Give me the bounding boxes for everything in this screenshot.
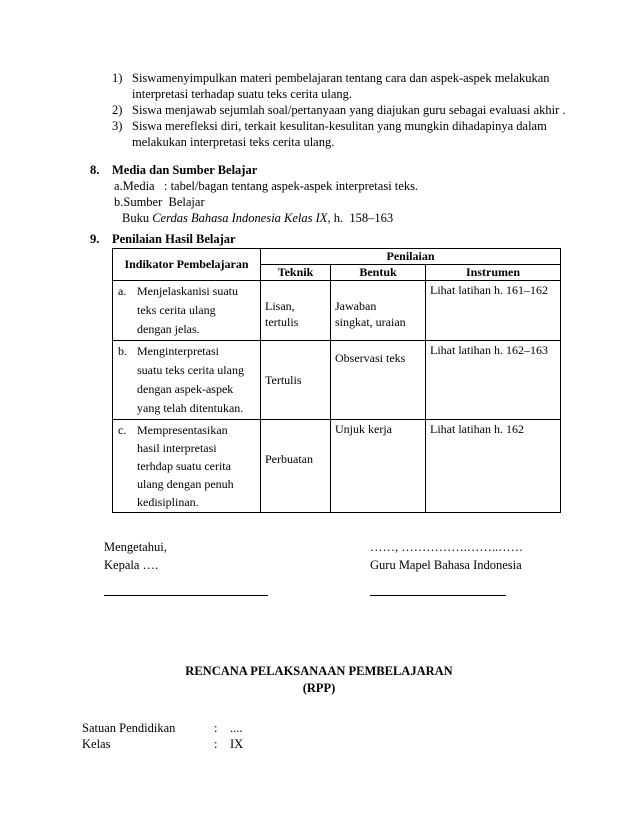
indikator-line: terhdap suatu cerita <box>137 459 231 473</box>
step-item <box>112 70 592 102</box>
sumber-belajar-label: b.Sumber Belajar <box>114 195 205 209</box>
teknik-line: Tertulis <box>265 373 302 387</box>
bentuk-line: Jawaban <box>335 299 377 313</box>
teknik-line: Lisan, <box>265 299 295 313</box>
indikator-line: dengan jelas. <box>137 322 200 336</box>
info-value-satuan: .... <box>230 721 243 735</box>
indikator-line: kedisiplinan. <box>137 495 199 509</box>
indikator-line: Mempresentasikan <box>137 423 228 437</box>
principal-signature-line <box>104 595 268 596</box>
header-bentuk: Bentuk <box>331 265 426 281</box>
indikator-line: dengan aspek-aspek <box>137 382 234 396</box>
header-penilaian: Penilaian <box>261 249 561 265</box>
bentuk-cell <box>331 420 426 513</box>
teacher-signature-line <box>370 595 506 596</box>
closing-steps-list <box>112 70 592 150</box>
info-value-kelas: IX <box>230 737 244 751</box>
instrumen-cell: Lihat latihan h. 162–163 <box>426 341 561 420</box>
bentuk-cell <box>331 341 426 420</box>
teknik-line: tertulis <box>265 315 299 329</box>
teknik-line: Perbuatan <box>265 452 313 466</box>
step-text-line: melakukan interpretasi teks cerita ulang. <box>132 135 335 149</box>
step-text-line: Siswa merefleksi diri, terkait kesulitan-kesulitan yang mungkin dihadapinya dalam <box>132 119 547 133</box>
section-9-number: 9. <box>90 232 100 246</box>
header-indikator: Indikator Pembelajaran <box>113 249 261 281</box>
indikator-line: suatu teks cerita ulang <box>137 363 244 377</box>
section-8-title: Media dan Sumber Belajar <box>112 163 258 177</box>
bentuk-line: singkat, uraian <box>335 315 406 329</box>
table-row <box>113 341 561 420</box>
indikator-cell <box>113 420 261 513</box>
step-number: 2) <box>112 103 123 117</box>
info-label-kelas: Kelas <box>82 737 111 751</box>
media-line: a.Media : tabel/bagan tentang aspek-aspek interpretasi teks. <box>114 179 419 193</box>
place-date-line: ……, …………….……..…… <box>370 540 524 554</box>
header-instrumen: Instrumen <box>426 265 561 281</box>
row-letter: a. <box>118 284 127 298</box>
book-title: Cerdas Bahasa Indonesia Kelas IX, <box>152 211 331 225</box>
indikator-line: Menjelaskanisi suatu <box>137 284 238 298</box>
info-separator: : <box>214 721 218 735</box>
row-letter: c. <box>118 423 127 437</box>
teknik-cell <box>261 281 331 341</box>
info-label-satuan: Satuan Pendidikan <box>82 721 176 735</box>
instrumen-cell: Lihat latihan h. 161–162 <box>426 281 561 341</box>
header-teknik: Teknik <box>261 265 331 281</box>
step-item <box>112 118 592 150</box>
section-9-title: Penilaian Hasil Belajar <box>112 232 236 246</box>
indikator-cell <box>113 341 261 420</box>
step-text-line: interpretasi terhadap suatu teks cerita ulang. <box>132 87 353 101</box>
table-row <box>113 281 561 341</box>
assessment-table <box>112 248 561 513</box>
bentuk-line: Unjuk kerja <box>335 422 392 436</box>
step-number: 1) <box>112 71 123 85</box>
indikator-line: Menginterpretasi <box>137 344 219 358</box>
acknowledged-label: Mengetahui, <box>104 540 167 554</box>
teknik-cell <box>261 420 331 513</box>
principal-label: Kepala …. <box>104 558 159 572</box>
bentuk-line: Observasi teks <box>335 351 406 365</box>
table-row <box>113 420 561 513</box>
indikator-cell <box>113 281 261 341</box>
step-text-line: Siswamenyimpulkan materi pembelajaran tentang cara dan aspek-aspek melakukan <box>132 71 550 85</box>
rpp-subtitle: (RPP) <box>302 681 336 695</box>
rpp-title: RENCANA PELAKSANAAN PEMBELAJARAN <box>185 664 453 678</box>
info-separator: : <box>214 737 218 751</box>
book-pages: h. 158–163 <box>330 211 394 225</box>
indikator-line: ulang dengan penuh <box>137 477 234 491</box>
teknik-cell <box>261 341 331 420</box>
step-text-line: Siswa menjawab sejumlah soal/pertanyaan yang diajukan guru sebagai evaluasi akhir . <box>132 103 566 117</box>
book-reference <box>122 211 393 226</box>
indikator-line: hasil interpretasi <box>137 441 217 455</box>
table-header-row <box>113 249 561 265</box>
row-letter: b. <box>118 344 127 358</box>
indikator-line: yang telah ditentukan. <box>137 401 244 415</box>
step-item <box>112 102 592 118</box>
bentuk-cell <box>331 281 426 341</box>
instrumen-cell: Lihat latihan h. 162 <box>426 420 561 513</box>
section-8-number: 8. <box>90 163 100 177</box>
teacher-label: Guru Mapel Bahasa Indonesia <box>370 558 522 572</box>
step-number: 3) <box>112 119 123 133</box>
book-prefix: Buku <box>122 211 153 225</box>
indikator-line: teks cerita ulang <box>137 303 216 317</box>
